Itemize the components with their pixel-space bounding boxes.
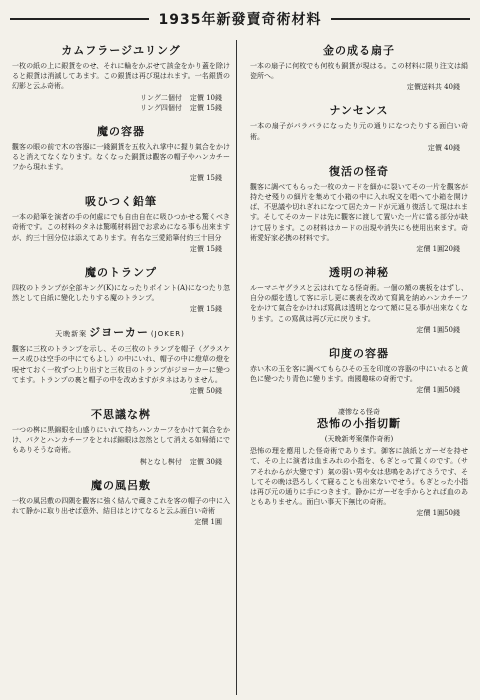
- product-description: 一枚の風呂敷の四隅を觀客に強く結んで蔵きこれを客の帽子の中に入れて静かに取り出せば意外、結目はとけてなると云ふ面白い奇術: [12, 496, 230, 515]
- product-description: 一本の扇子に何枚でも何枚も銅貨が現はる。この材料に限り注文は絹瓷所へ。: [250, 62, 468, 81]
- page-header: [0, 8, 480, 30]
- product-item: [250, 165, 468, 254]
- price-list: [12, 173, 230, 183]
- price-row: [12, 173, 230, 183]
- product-item: [12, 44, 230, 113]
- price-value: 定價 15錢: [189, 174, 222, 183]
- price-list: [250, 325, 468, 335]
- product-suffix: (JOKER): [150, 330, 185, 339]
- price-value: 定價 30錢: [189, 457, 222, 466]
- price-list: [12, 93, 230, 113]
- price-label: リング二個付: [139, 93, 182, 102]
- product-description: 一本の鉛筆を演者の手の何處にでも自由自在に吸ひつかせる驚くべき奇術です。この材料のタネは驚嘆材料固でお求めになる事も出來ますが、約三十回分位は添えてあります。有名な三愛鉛筆付約三十回分: [12, 213, 230, 242]
- product-item: [12, 408, 230, 467]
- product-item: [12, 195, 230, 254]
- product-description: 四枚のトランプが全部キング(K)になったりポイント(A)になつたり忽然として自紙に變化したりする魔のトランプ。: [12, 283, 230, 303]
- product-description: 赤い木の玉を客に調べてもらひその玉を印度の容器の中にいれると黄色に變つたり青色に變ります。南國趣味の奇術です。: [250, 364, 468, 384]
- price-value: 定價 15錢: [189, 305, 222, 314]
- price-row: [250, 82, 468, 92]
- product-title: 天晩新案 ジヨーカー (JOKER): [55, 326, 185, 340]
- product-title: 金の成る扇子: [323, 44, 395, 57]
- product-description: 觀客に調べてもらった一枚のカードを細かに裂いてその一片を觀客が持たせ殘りの細片を集めて小箱の中に入れ呪文を唱へて小箱を開けば、不思議や切れぎれになつて居たカードが元通り復活して現はれます。そしてそのカードは先に觀客に渡して置いた一片に當る部分が缺けて居ります。この材料はカードの出現や消失にも使用出來ます。奇術愛好家必携の材料です。: [250, 182, 468, 242]
- product-item: [12, 326, 230, 396]
- price-value: 定價 1圓: [194, 518, 222, 527]
- price-row: [250, 325, 468, 335]
- price-row: [12, 386, 230, 396]
- price-list: [250, 143, 468, 153]
- price-row: [12, 304, 230, 314]
- product-description: 一枚の紙の上に銀貨をのせ、それに輪をかぶせて該金をかり蓋を除けると銀貨は消滅してあます。この銀貨は再び現はれます。一名銀貨の幻影と云ふ奇術。: [12, 62, 230, 91]
- product-description: ルーマニヤグラスと云はれてなる怪奇術。一個の額の裏板をはずし、自分の顔を透して客に示し更に裏表を改めて寫眞を納めハンカチーフをかけて氣合をかければ寫眞は透明となつて額に見る事が出來なくなります。この寫眞は再び元に戻ります。: [250, 284, 468, 323]
- price-value: 定價 50錢: [189, 387, 222, 396]
- price-list: [12, 244, 230, 254]
- page-title: 1935年新發賣奇術材料: [158, 12, 322, 28]
- price-value: 定價 40錢: [427, 143, 460, 152]
- price-value: 定價 1圓50錢: [416, 509, 460, 518]
- price-list: [12, 386, 230, 396]
- price-row: [250, 143, 468, 153]
- price-value: 定價 1圓50錢: [416, 325, 460, 334]
- product-description: 觀客の眼の前で木の容器に一錢銅貨を五枚入れ掌中に握り氣合をかけると消えてなくなります。なくなった銅貨は觀客の帽子やハンカチーフから現れます。: [12, 142, 230, 172]
- product-item: [12, 125, 230, 184]
- price-value: 定價 15錢: [189, 244, 222, 253]
- product-title: カムフラージユリング: [61, 44, 181, 57]
- product-item: [250, 44, 468, 92]
- product-title: 不思議な桝: [91, 408, 151, 422]
- price-value: 定價 15錢: [189, 103, 222, 112]
- price-row: [12, 103, 230, 113]
- price-list: [250, 508, 468, 518]
- product-title: 魔のトランプ: [85, 265, 157, 279]
- product-title: 印度の容器: [329, 346, 389, 360]
- right-column: [250, 44, 468, 694]
- product-description: 一つの桝に黒錦眼を山盛りにいれて持ちハンカーフをかけて氣合をかけ、パクとハンカチーフをとれば錦眼は忽然として消える如帰綃にでもありそうな奇術。: [12, 426, 230, 455]
- product-subtitle: (天晩新考案傑作奇術): [324, 435, 394, 444]
- product-prefix: 凄惨なる怪奇: [338, 408, 380, 417]
- product-item: [250, 104, 468, 152]
- price-row: [250, 385, 468, 395]
- product-title: ナンセンス: [329, 104, 389, 118]
- product-item: [12, 266, 230, 314]
- product-title: 魔の風呂敷: [91, 478, 151, 492]
- price-label: 桝となし桝付: [139, 457, 182, 466]
- price-list: [12, 457, 230, 467]
- price-list: [250, 244, 468, 254]
- header-rule-right: [331, 18, 470, 20]
- product-title: 魔の容器: [97, 124, 145, 138]
- price-row: [12, 93, 230, 103]
- product-item: [12, 479, 230, 527]
- price-value: 定價 1圓20錢: [416, 245, 460, 254]
- product-item: [250, 347, 468, 395]
- price-list: [250, 385, 468, 395]
- product-title: 吸ひつく鉛筆: [85, 195, 157, 209]
- product-title: 透明の神秘: [329, 266, 389, 280]
- product-description: 恐怖の理を應用した怪奇術であります。御客に該紙とガーゼを持せて、その上に演者は血まみれの小指を、もぎとって置くのです。（サアそれからが大變です）氣の弱い男や女は悲鳴をあげてさうです、そしてその晩は恐ろしくて寢ることも出來ないでせう。もぎとった小指は再び元の通りに手につきます。静かにガーゼを手からとれば血のあともありません。面白い事天下無比の奇術。: [250, 447, 468, 507]
- price-row: [250, 244, 468, 254]
- price-value: 定價 10錢: [189, 93, 222, 102]
- price-row: [12, 244, 230, 254]
- product-description: 觀客に三枚のトランプを示し、その三枚のトランプを帽子（グラスケース或ひは空手の中にてもよし）の中にいれ、帽子の中に燈草の燈を呪せておく一枚ずつ上り出すと三枚目のトランプがジヨーカーに變つてます。トランプの裏と帽子の中を改めますがタネはありません。: [12, 345, 230, 384]
- product-item: [250, 266, 468, 335]
- price-list: [12, 517, 230, 527]
- price-value: 定價送料共 40錢: [406, 83, 460, 92]
- price-list: [12, 304, 230, 314]
- price-row: [12, 517, 230, 527]
- price-row: [12, 457, 230, 467]
- product-prefix: 天晩新案: [55, 330, 88, 339]
- header-rule-left: [10, 18, 149, 20]
- price-list: [250, 82, 468, 92]
- column-divider: [236, 40, 237, 695]
- left-column: [12, 44, 230, 694]
- product-item: [250, 407, 468, 518]
- product-description: 一本の扇子がバラバラになったり元の通りになつたりする面白い奇術。: [250, 122, 468, 141]
- product-title: 恐怖の小指切斷: [317, 417, 401, 431]
- price-value: 定價 1圓50錢: [416, 386, 460, 395]
- product-title: 復活の怪奇: [329, 164, 389, 178]
- price-row: [250, 508, 468, 518]
- price-label: リング四個付: [139, 103, 182, 112]
